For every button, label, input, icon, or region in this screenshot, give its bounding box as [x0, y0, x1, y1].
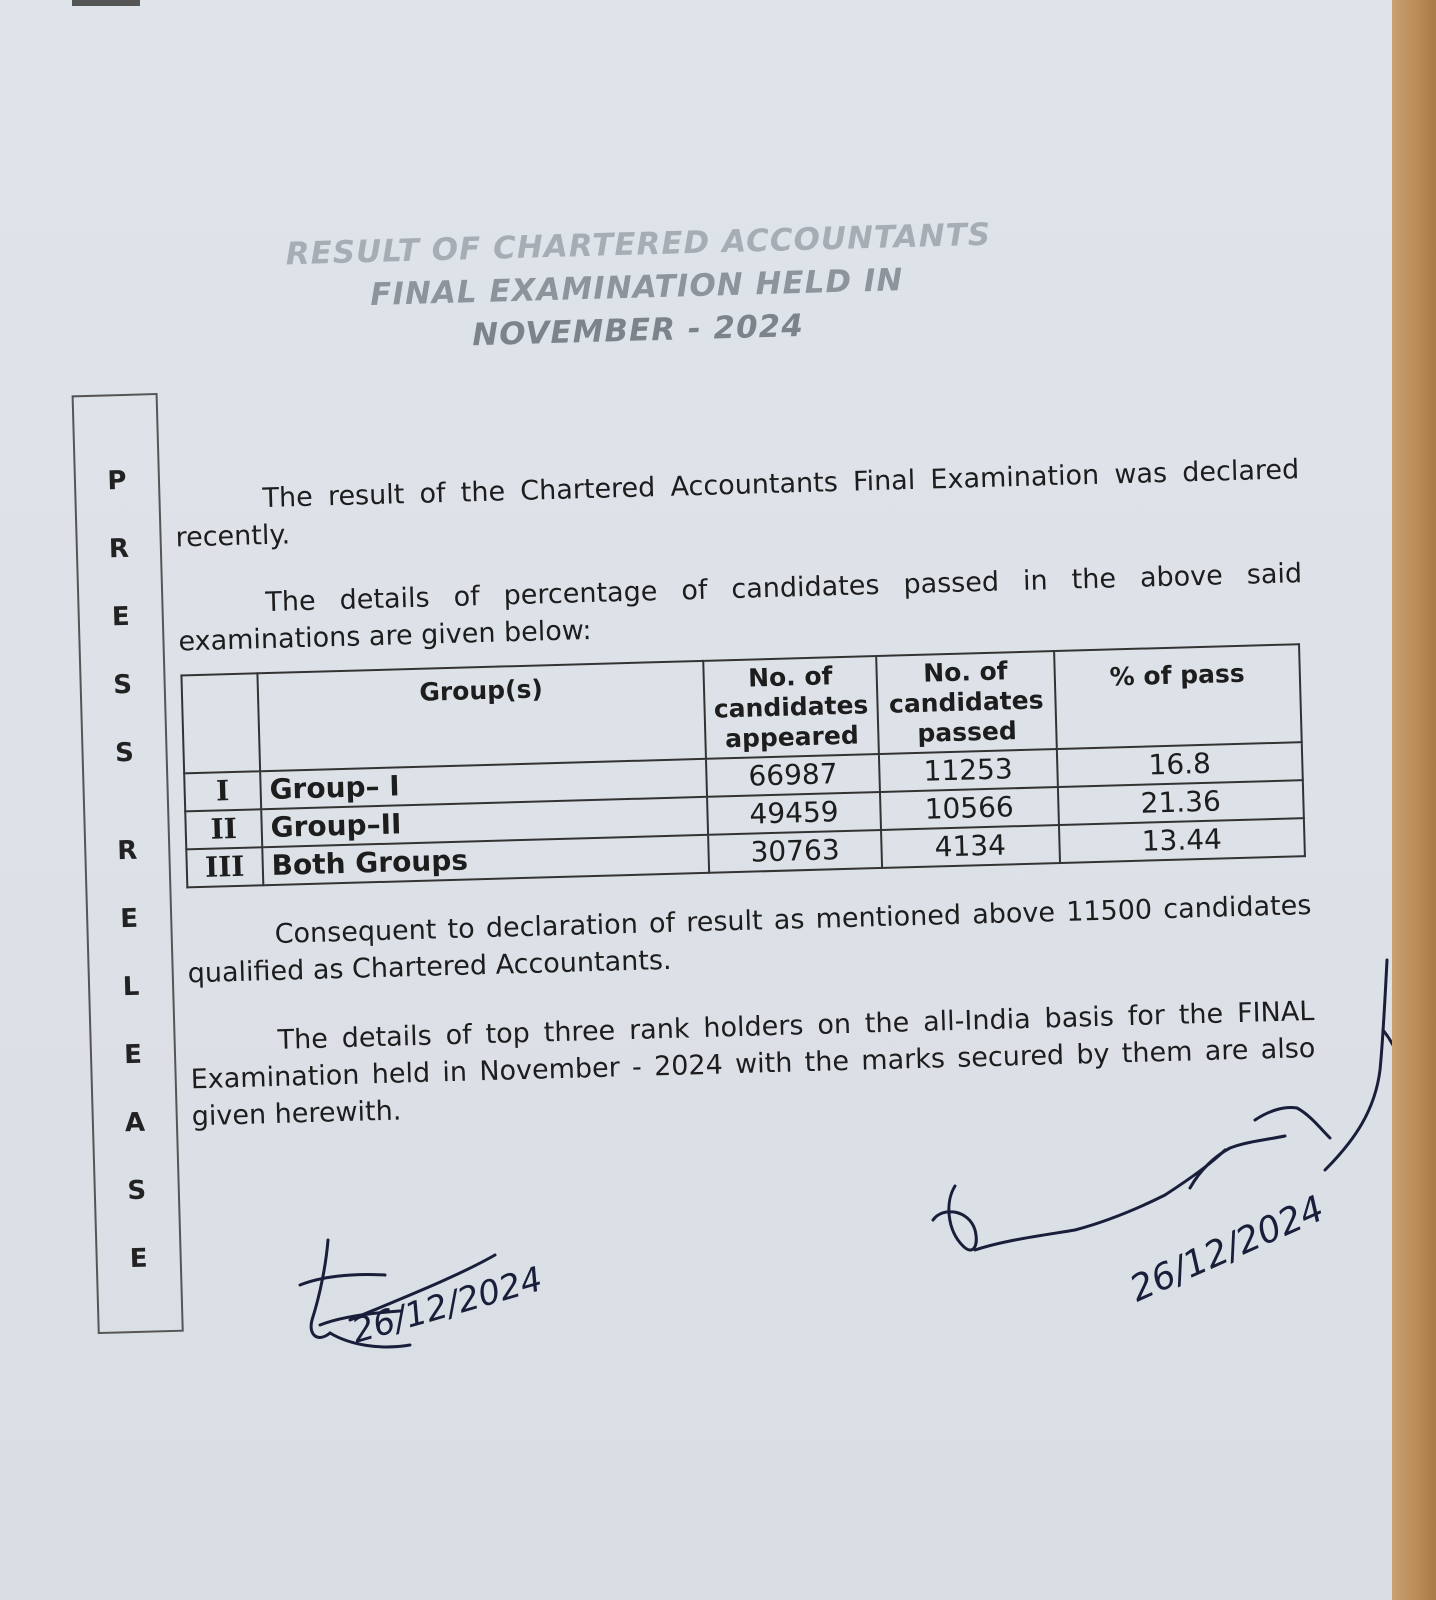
row-roman: III: [186, 847, 263, 887]
left-signature-date: 26/12/2024: [347, 1259, 547, 1352]
press-release-letter: E: [123, 1039, 143, 1071]
press-release-letter: S: [127, 1175, 147, 1207]
row-passed: 11253: [879, 749, 1058, 792]
row-appeared: 49459: [707, 792, 880, 835]
paragraph-declaration: The result of the Chartered Accountants Final Examination was declared recently.: [175, 454, 1300, 554]
press-release-letter: E: [111, 601, 131, 633]
row-roman: II: [185, 809, 262, 849]
row-pass-percentage: 13.44: [1059, 818, 1305, 863]
paragraph-rank-holders: The details of top three rank holders on the all-India basis for the FINAL Examination held in November - 2024 with the marks secured by them are also given herewith.: [190, 995, 1316, 1133]
title-line-3: NOVEMBER - 2024: [471, 307, 805, 354]
press-release-letter: S: [114, 737, 135, 769]
row-group: Both Groups: [262, 835, 709, 885]
title-line-2: FINAL EXAMINATION HELD IN: [369, 262, 904, 314]
header-pass-percentage: % of pass: [1054, 644, 1302, 749]
row-roman: I: [184, 771, 261, 811]
press-release-letter: A: [124, 1107, 146, 1139]
press-release-letter: P: [107, 465, 127, 497]
results-table: [180, 643, 1306, 888]
row-group: Group– I: [260, 759, 707, 809]
left-signature: [290, 1225, 560, 1375]
top-edge-mark: [72, 0, 140, 6]
press-release-letter: L: [122, 971, 140, 1003]
press-release-letter: R: [116, 835, 138, 867]
paragraph-details-intro: The details of percentage of candidates passed in the above said examinations are given below:: [178, 558, 1303, 658]
header-roman-blank: [181, 673, 260, 773]
row-passed: 10566: [880, 787, 1059, 830]
press-release-label-box: [72, 393, 184, 1334]
row-passed: 4134: [881, 825, 1060, 868]
paragraph-qualified-count: Consequent to declaration of result as mentioned above 11500 candidates qualified as Chartered Accountants.: [187, 889, 1312, 990]
row-pass-percentage: 21.36: [1058, 780, 1304, 825]
press-release-letter: E: [119, 903, 139, 935]
right-signature: [925, 950, 1392, 1310]
header-passed: No. of candidates passed: [876, 651, 1057, 754]
header-appeared: No. of candidates appeared: [704, 656, 879, 759]
paper-edge-background: [1392, 0, 1436, 1600]
right-signature-date: 26/12/2024: [1123, 1188, 1331, 1310]
press-release-letter: R: [108, 533, 130, 565]
row-appeared: 30763: [708, 830, 881, 873]
title-line-1: RESULT OF CHARTERED ACCOUNTANTS: [285, 216, 992, 273]
row-appeared: 66987: [706, 754, 879, 797]
row-pass-percentage: 16.8: [1057, 742, 1303, 787]
press-release-letter: S: [112, 669, 133, 701]
row-group: Group–II: [261, 797, 708, 847]
press-release-letter: E: [129, 1243, 149, 1275]
header-groups: Group(s): [257, 661, 706, 771]
